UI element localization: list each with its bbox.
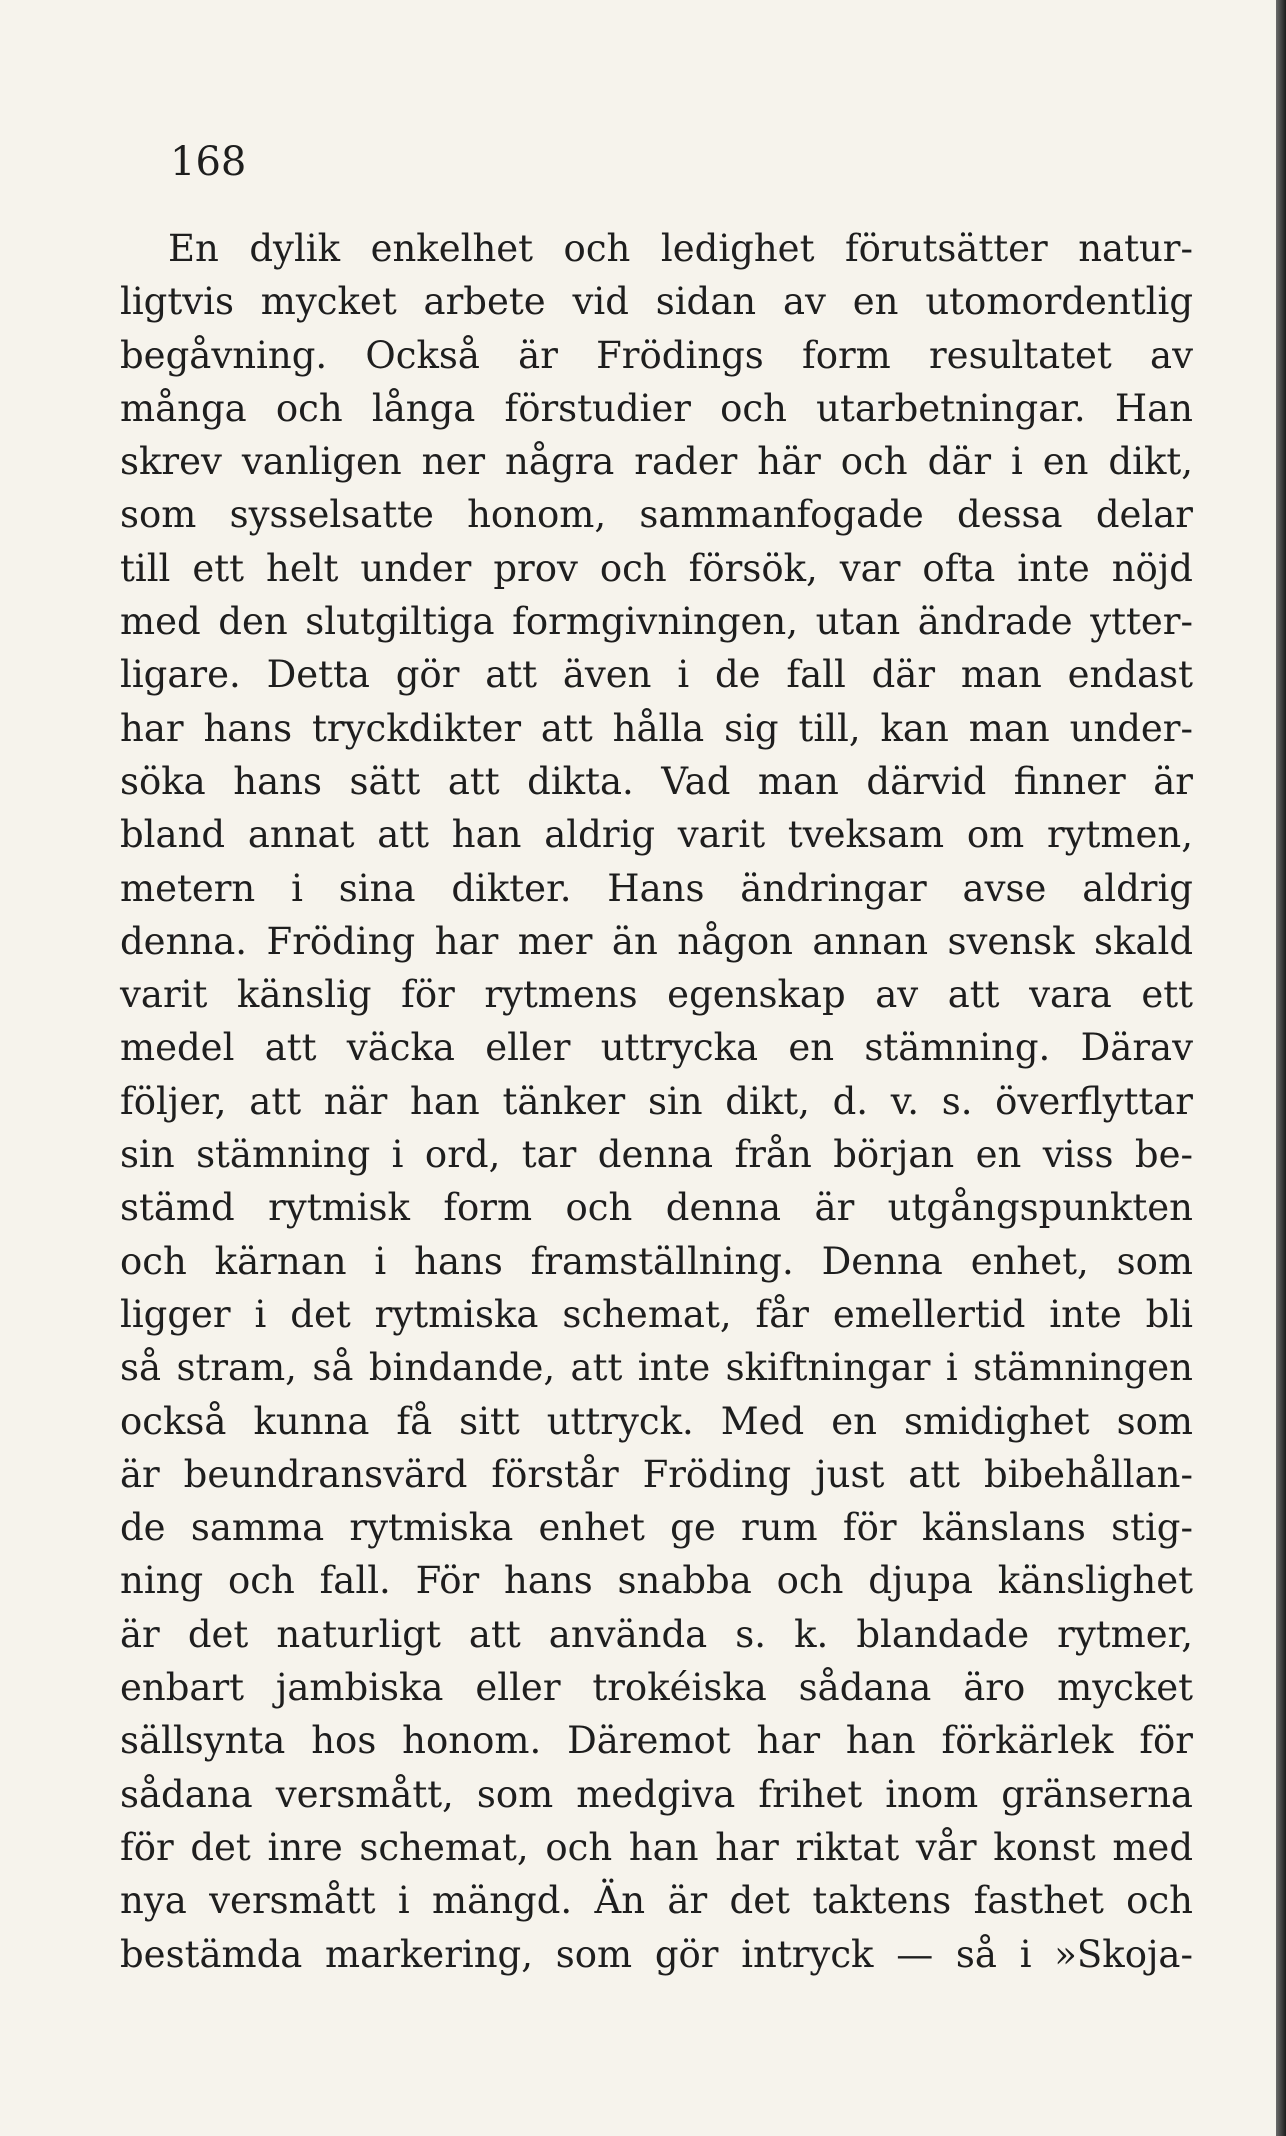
text-line: ligger i det rytmiska schemat, får emellertid inte bli	[120, 1292, 1193, 1336]
text-line: En dylik enkelhet och ledighet förutsätter natur-	[168, 227, 1193, 270]
text-line: enbart jambiska eller trokéiska sådana äro mycket	[120, 1666, 1193, 1710]
text-line: skrev vanligen ner några rader här och där i en dikt,	[120, 440, 1193, 484]
text-line: också kunna få sitt uttryck. Med en smidighet som	[120, 1399, 1193, 1443]
text-line: ligtvis mycket arbete vid sidan av en utomordentlig	[120, 280, 1193, 324]
text-line: och kärnan i hans framställning. Denna enhet, som	[120, 1239, 1193, 1283]
text-line: begåvning. Också är Frödings form resultatet av	[120, 333, 1193, 377]
text-line: stämd rytmisk form och denna är utgångspunkten	[120, 1186, 1193, 1230]
text-line: ligare. Detta gör att även i de fall där man endast	[120, 653, 1193, 697]
text-line: är det naturligt att använda s. k. blandade rytmer,	[120, 1612, 1193, 1656]
text-line: sällsynta hos honom. Däremot har han förkärlek för	[120, 1719, 1193, 1763]
text-line: nya versmått i mängd. Än är det taktens fasthet och	[120, 1879, 1193, 1923]
text-line: medel att väcka eller uttrycka en stämning. Därav	[120, 1026, 1193, 1070]
text-line: har hans tryckdikter att hålla sig till, kan man under-	[120, 706, 1193, 750]
text-line: som sysselsatte honom, sammanfogade dessa delar	[120, 493, 1193, 537]
text-line: följer, att när han tänker sin dikt, d. v. s. överflyttar	[120, 1079, 1193, 1123]
text-line: så stram, så bindande, att inte skiftningar i stämningen	[120, 1346, 1193, 1390]
text-line: många och långa förstudier och utarbetningar. Han	[120, 386, 1193, 430]
text-line: varit känslig för rytmens egenskap av att vara ett	[120, 973, 1193, 1017]
text-line: för det inre schemat, och han har riktat vår konst med	[120, 1825, 1193, 1869]
text-line: sin stämning i ord, tar denna från början en viss be-	[120, 1133, 1193, 1177]
text-line: med den slutgiltiga formgivningen, utan ändrade ytter-	[120, 600, 1193, 644]
text-line: är beundransvärd förstår Fröding just att bibehållan-	[120, 1452, 1193, 1496]
text-line: bestämda markering, som gör intryck — så i »Skoja-	[120, 1932, 1193, 1976]
body-text	[120, 222, 1193, 1981]
page-edge-shadow	[1276, 0, 1286, 2136]
text-line: sådana versmått, som medgiva frihet inom gränserna	[120, 1772, 1193, 1816]
text-line: till ett helt under prov och försök, var ofta inte nöjd	[120, 546, 1193, 590]
text-line: bland annat att han aldrig varit tveksam om rytmen,	[120, 813, 1193, 857]
text-line: denna. Fröding har mer än någon annan svensk skald	[120, 919, 1193, 963]
text-line: ning och fall. För hans snabba och djupa känslighet	[120, 1559, 1193, 1603]
page-number: 168	[170, 139, 247, 185]
text-line: de samma rytmiska enhet ge rum för känslans stig-	[120, 1506, 1193, 1550]
text-line: söka hans sätt att dikta. Vad man därvid finner är	[120, 759, 1193, 803]
text-line: metern i sina dikter. Hans ändringar avse aldrig	[120, 866, 1193, 910]
